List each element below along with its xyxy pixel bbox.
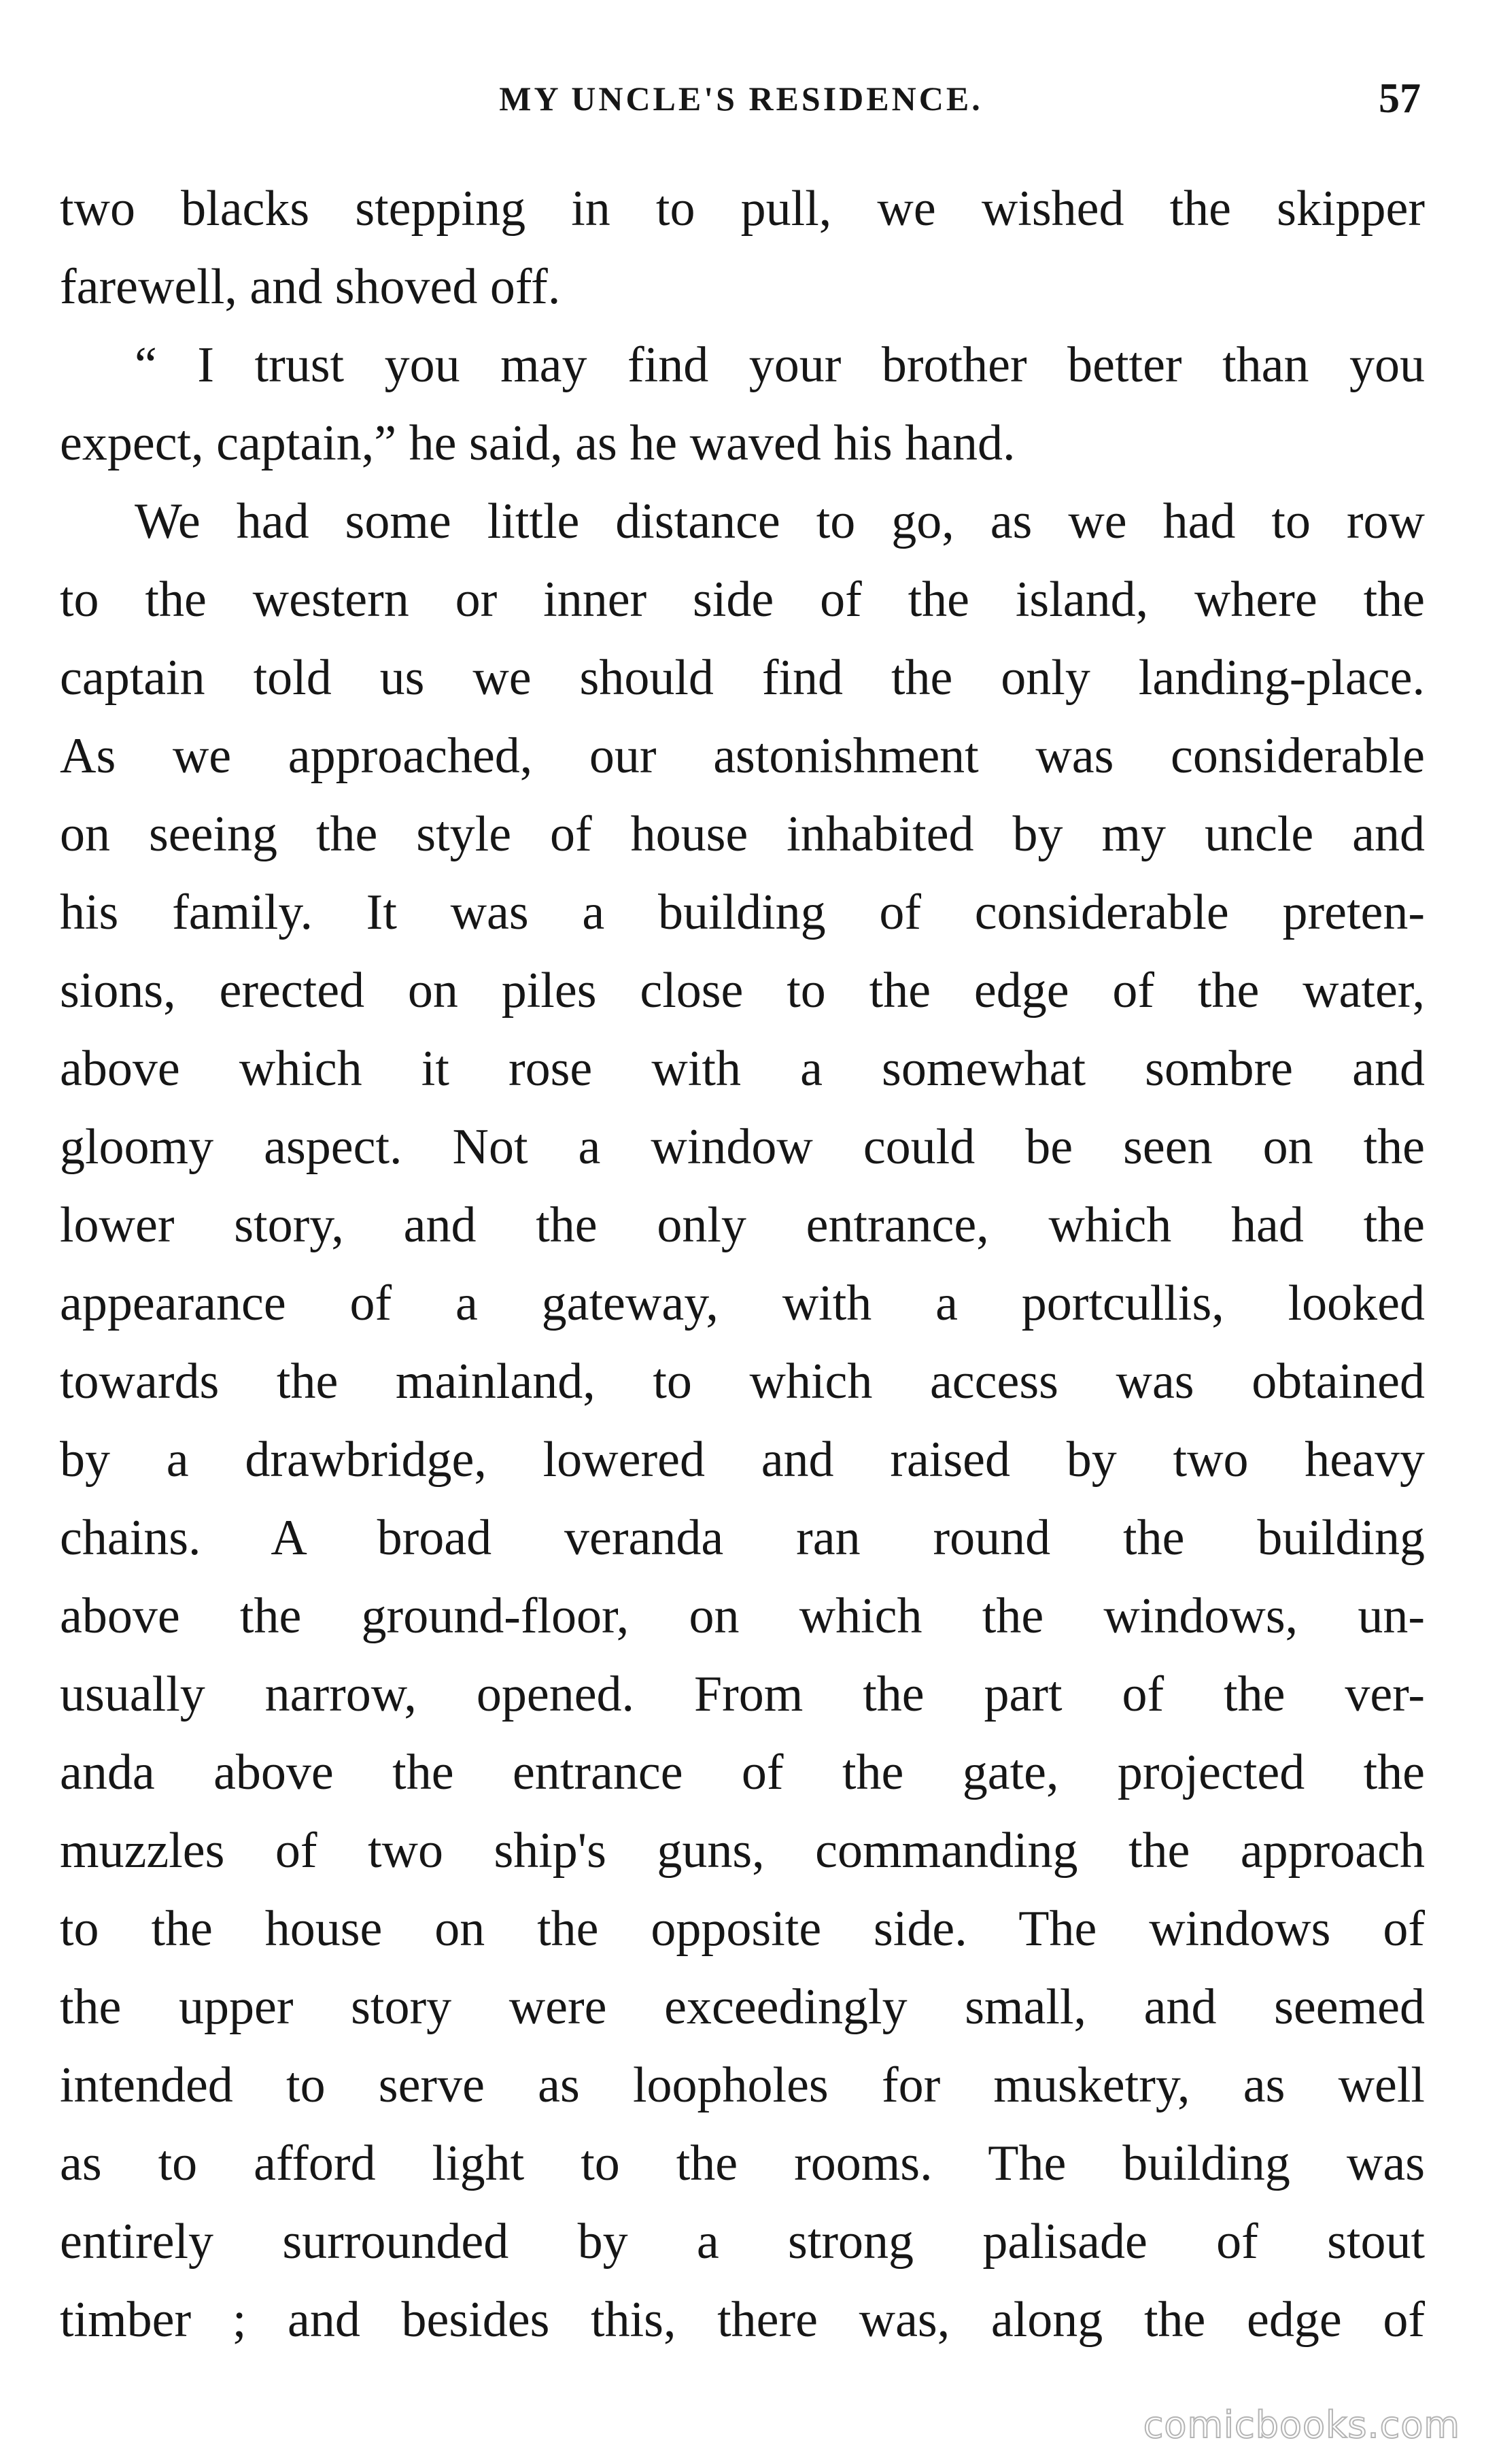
text-line: anda above the entrance of the gate, projected the (60, 1745, 1425, 1800)
text-line: We had some little distance to go, as we had to row (135, 494, 1425, 549)
body-text (60, 170, 1425, 2359)
text-line: entirely surrounded by a strong palisade of stout (60, 2214, 1425, 2270)
running-head (61, 71, 1421, 126)
text-line: above the ground-floor, on which the windows, un- (60, 1588, 1425, 1644)
text-line: above which it rose with a somewhat sombre and (60, 1041, 1425, 1097)
text-line: As we approached, our astonishment was considerable (60, 728, 1425, 784)
text-line: intended to serve as loopholes for musketry, as well (60, 2057, 1425, 2113)
text-line: to the western or inner side of the island, where the (60, 572, 1425, 628)
text-line: on seeing the style of house inhabited by my uncle and (60, 806, 1425, 862)
running-title: MY UNCLE'S RESIDENCE. (499, 80, 983, 118)
text-line: usually narrow, opened. From the part of the ver- (60, 1666, 1425, 1722)
text-line: “ I trust you may find your brother better than you (135, 337, 1425, 393)
text-line: muzzles of two ship's guns, commanding the approach (60, 1823, 1425, 1879)
text-line: appearance of a gateway, with a portcullis, looked (60, 1276, 1425, 1331)
text-line: to the house on the opposite side. The windows of (60, 1901, 1425, 1957)
text-line: the upper story were exceedingly small, and seemed (60, 1979, 1425, 2035)
text-line: his family. It was a building of considerable preten- (60, 885, 1425, 940)
watermark: comicbooks.com (1143, 2403, 1460, 2446)
text-line: expect, captain,” he said, as he waved his hand. (60, 415, 1016, 471)
text-line: sions, erected on piles close to the edge of the water, (60, 963, 1425, 1019)
page-number: 57 (1379, 75, 1421, 122)
text-line: captain told us we should find the only landing-place. (60, 650, 1425, 706)
text-line: two blacks stepping in to pull, we wished the skipper (60, 181, 1425, 237)
text-line: timber ; and besides this, there was, along the edge of (60, 2292, 1425, 2348)
text-line: lower story, and the only entrance, which had the (60, 1197, 1425, 1253)
text-line: as to afford light to the rooms. The building was (60, 2136, 1425, 2191)
text-line: chains. A broad veranda ran round the building (60, 1510, 1425, 1566)
text-line: by a drawbridge, lowered and raised by two heavy (60, 1432, 1425, 1488)
text-line: farewell, and shoved off. (60, 259, 561, 315)
text-line: towards the mainland, to which access was obtained (60, 1354, 1425, 1409)
text-line: gloomy aspect. Not a window could be seen on the (60, 1119, 1425, 1175)
